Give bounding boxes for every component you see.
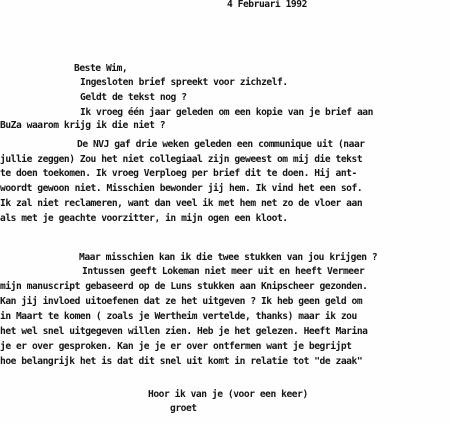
paragraph1-line: Ik vroeg één jaar geleden om een kopie van je brief aan — [80, 107, 373, 118]
paragraph1-line: Ingesloten brief spreekt voor zichzelf. — [80, 77, 288, 88]
salutation: Beste Wim, — [74, 63, 128, 74]
closing-signoff: groet — [170, 403, 197, 414]
paragraph2-line: Kan jij invloed uitoefenen dat ze het uitgeven ? Ik heb geen geld om — [0, 296, 363, 307]
paragraph2-line: Intussen geeft Lokeman niet meer uit en heeft Vermeer — [82, 266, 365, 277]
paragraph1-line: BuZa waarom krijg ik die niet ? — [0, 120, 166, 131]
paragraph2-line: in Maart te komen ( zoals je Wertheim vertelde, thanks) maar ik zou — [0, 311, 357, 322]
paragraph2-line: Maar misschien kan ik die twee stukken van jou krijgen ? — [79, 252, 378, 263]
paragraph2-line: je er over gesproken. Kan je je er over ontfermen want je begrijpt — [0, 341, 352, 352]
paragraph2-line: het wel snel uitgegeven willen zien. Heb je het gelezen. Heeft Marina — [0, 326, 368, 337]
paragraph1-line: jullie zeggen) Zou het niet collegiaal zijn geweest om mij die tekst — [0, 154, 363, 165]
paragraph2-line: mijn manuscript gebaseerd op de Luns stukken aan Knipscheer gezonden. — [0, 281, 368, 292]
paragraph1-line: te doen toekomen. Ik vroeg Verploeg per brief dit te doen. Hij ant- — [0, 168, 357, 179]
paragraph1-line: Ik zal niet reclameren, want dan veel ik met hem net zo de vloer aan — [0, 198, 363, 209]
paragraph1-line: woordt gewoon niet. Misschien bewonder jij hem. Ik vind het een sof. — [0, 183, 363, 194]
letter-date: 4 Februari 1992 — [227, 0, 307, 10]
paragraph2-line: hoe belangrijk het is dat dit snel uit komt in relatie tot "de zaak" — [0, 356, 363, 367]
closing-line: Hoor ik van je (voor een keer) — [148, 389, 308, 400]
paragraph1-line: De NVJ gaf drie weken geleden een communique uit (naar — [77, 139, 365, 150]
paragraph1-line: Geldt de tekst nog ? — [80, 92, 187, 103]
paragraph1-line: als met je geachte voorzitter, in mijn ogen een kloot. — [0, 213, 288, 224]
